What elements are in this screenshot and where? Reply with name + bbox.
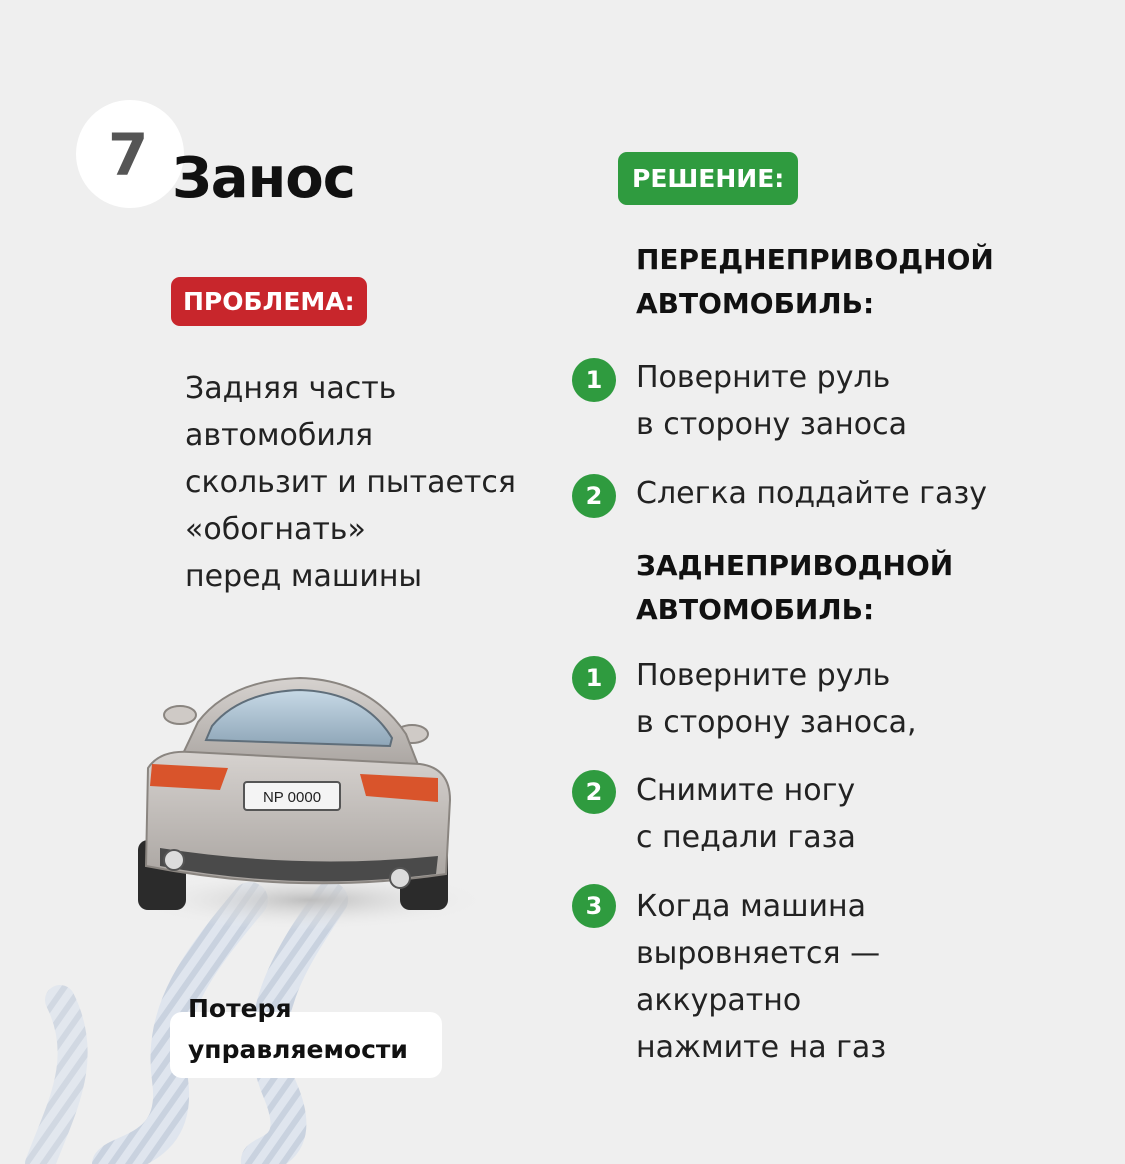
step-text — [636, 354, 907, 448]
step-line: Снимите ногу — [636, 773, 856, 808]
step-number-badge: 2 — [572, 770, 616, 814]
step-number-badge: 1 — [572, 358, 616, 402]
step-text — [636, 767, 856, 861]
problem-line: «обогнать» — [185, 512, 366, 547]
problem-description — [185, 365, 565, 600]
step-line: Слегка поддайте газу — [636, 476, 988, 511]
caption-text — [188, 988, 408, 1070]
heading-line: ЗАДНЕПРИВОДНОЙ — [636, 549, 954, 582]
step-number-badge: 3 — [572, 884, 616, 928]
problem-line: автомобиля — [185, 418, 374, 453]
heading-line: АВТОМОБИЛЬ: — [636, 287, 875, 320]
caption-line: управляемости — [188, 1035, 408, 1064]
front-wheel-drive-heading — [636, 238, 994, 326]
step-line: выровняется — — [636, 936, 881, 971]
solution-badge: РЕШЕНИЕ: — [618, 152, 798, 205]
heading-line: ПЕРЕДНЕПРИВОДНОЙ — [636, 243, 994, 276]
step-line: Поверните руль — [636, 360, 891, 395]
step-number: 7 — [108, 121, 149, 189]
step-number-badge: 1 — [572, 656, 616, 700]
license-plate-text: NP 0000 — [262, 789, 322, 806]
car-rear-illustration — [120, 660, 480, 940]
step-line: в сторону заноса, — [636, 705, 917, 740]
step-line: в сторону заноса — [636, 407, 908, 442]
step-number-badge: 2 — [572, 474, 616, 518]
step-line: Поверните руль — [636, 658, 891, 693]
page-title: Занос — [172, 146, 355, 211]
step-text — [636, 652, 917, 746]
step-text — [636, 883, 886, 1071]
heading-line: АВТОМОБИЛЬ: — [636, 593, 875, 626]
problem-line: Задняя часть — [185, 371, 397, 406]
problem-line: скользит и пытается — [185, 465, 516, 500]
step-line: с педали газа — [636, 820, 856, 855]
problem-badge: ПРОБЛЕМА: — [171, 277, 367, 326]
rear-wheel-drive-heading — [636, 544, 953, 632]
problem-line: перед машины — [185, 559, 423, 594]
step-line: аккуратно — [636, 983, 802, 1018]
step-text — [636, 470, 987, 517]
step-line: Когда машина — [636, 889, 867, 924]
step-line: нажмите на газ — [636, 1030, 887, 1065]
caption-line: Потеря — [188, 994, 292, 1023]
